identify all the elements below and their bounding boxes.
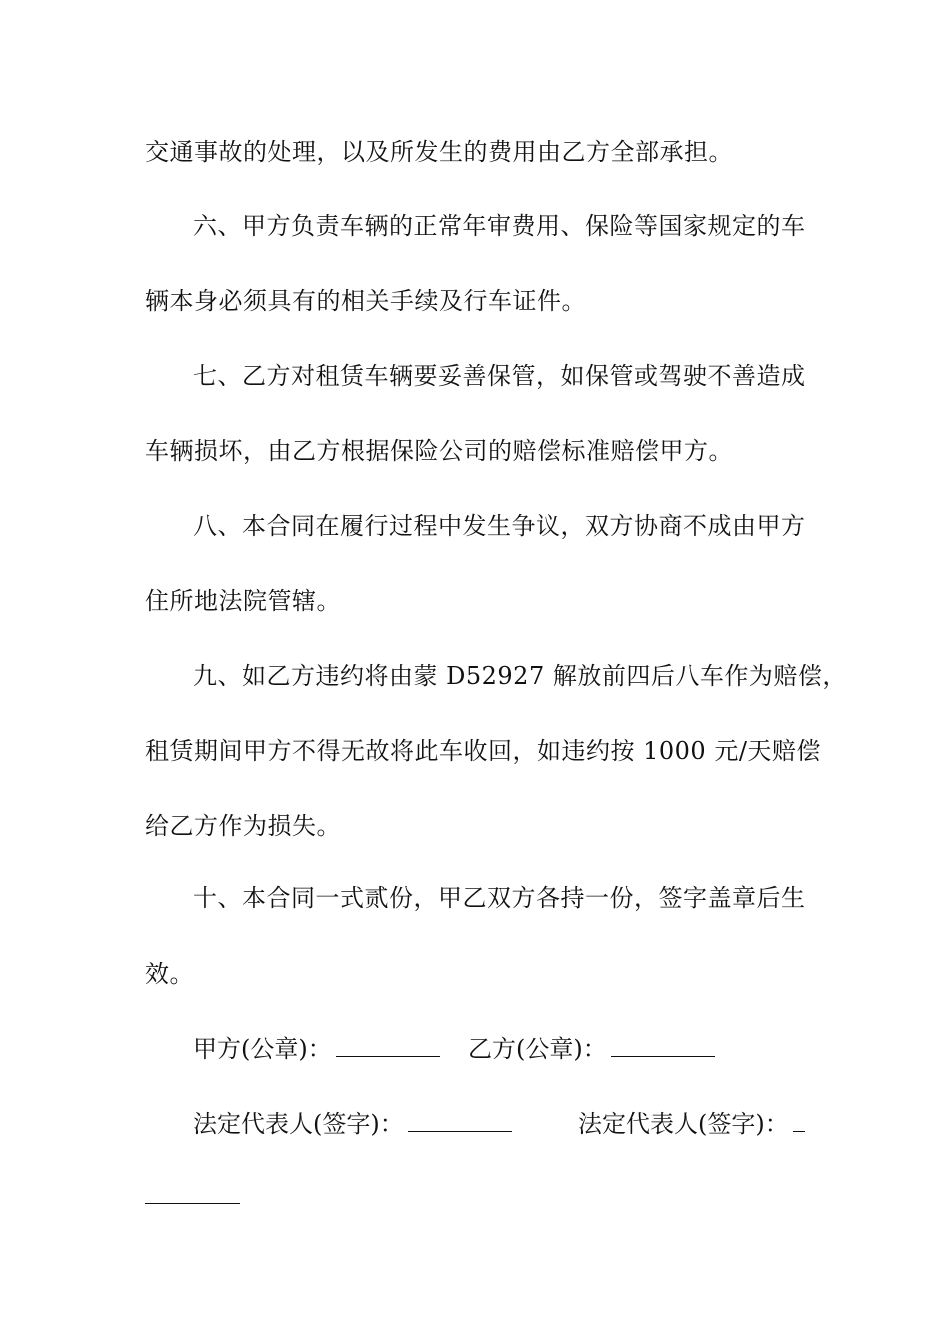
paragraph-9-line-2: 租赁期间甲方不得无故将此车收回，如违约按 1000 元/天赔偿 (145, 737, 821, 765)
party-b-seal-label: 乙方(公章)： (468, 1035, 607, 1063)
party-b-rep-label: 法定代表人(签字)： (578, 1110, 789, 1138)
paragraph-10-line-2: 效。 (145, 960, 194, 988)
paragraph-7-line-1: 七、乙方对租赁车辆要妥善保管，如保管或驾驶不善造成 (193, 362, 806, 390)
party-a-seal-field (193, 1033, 440, 1065)
party-b-seal-field (468, 1033, 715, 1065)
paragraph-8-line-2: 住所地法院管辖。 (145, 587, 341, 615)
party-a-seal-blank (336, 1034, 440, 1057)
paragraph-7-line-2: 车辆损坏，由乙方根据保险公司的赔偿标准赔偿甲方。 (145, 437, 733, 465)
party-a-rep-field (193, 1108, 512, 1140)
party-a-rep-blank (408, 1109, 512, 1132)
paragraph-9-line-1: 九、如乙方违约将由蒙 D52927 解放前四后八车作为赔偿， (193, 662, 847, 690)
party-b-rep-field (578, 1108, 805, 1140)
paragraph-5-tail: 交通事故的处理，以及所发生的费用由乙方全部承担。 (145, 138, 733, 166)
paragraph-8-line-1: 八、本合同在履行过程中发生争议，双方协商不成由甲方 (193, 512, 806, 540)
party-a-seal-label: 甲方(公章)： (193, 1035, 332, 1063)
party-a-rep-label: 法定代表人(签字)： (193, 1110, 404, 1138)
paragraph-6-line-1: 六、甲方负责车辆的正常年审费用、保险等国家规定的车 (193, 212, 806, 240)
paragraph-9-line-3: 给乙方作为损失。 (145, 812, 341, 840)
party-b-rep-blank-continued (145, 1203, 240, 1204)
party-b-rep-blank-start (793, 1109, 805, 1132)
paragraph-6-line-2: 辆本身必须具有的相关手续及行车证件。 (145, 287, 586, 315)
paragraph-10-line-1: 十、本合同一式贰份，甲乙双方各持一份，签字盖章后生 (193, 884, 806, 912)
party-b-seal-blank (611, 1034, 715, 1057)
